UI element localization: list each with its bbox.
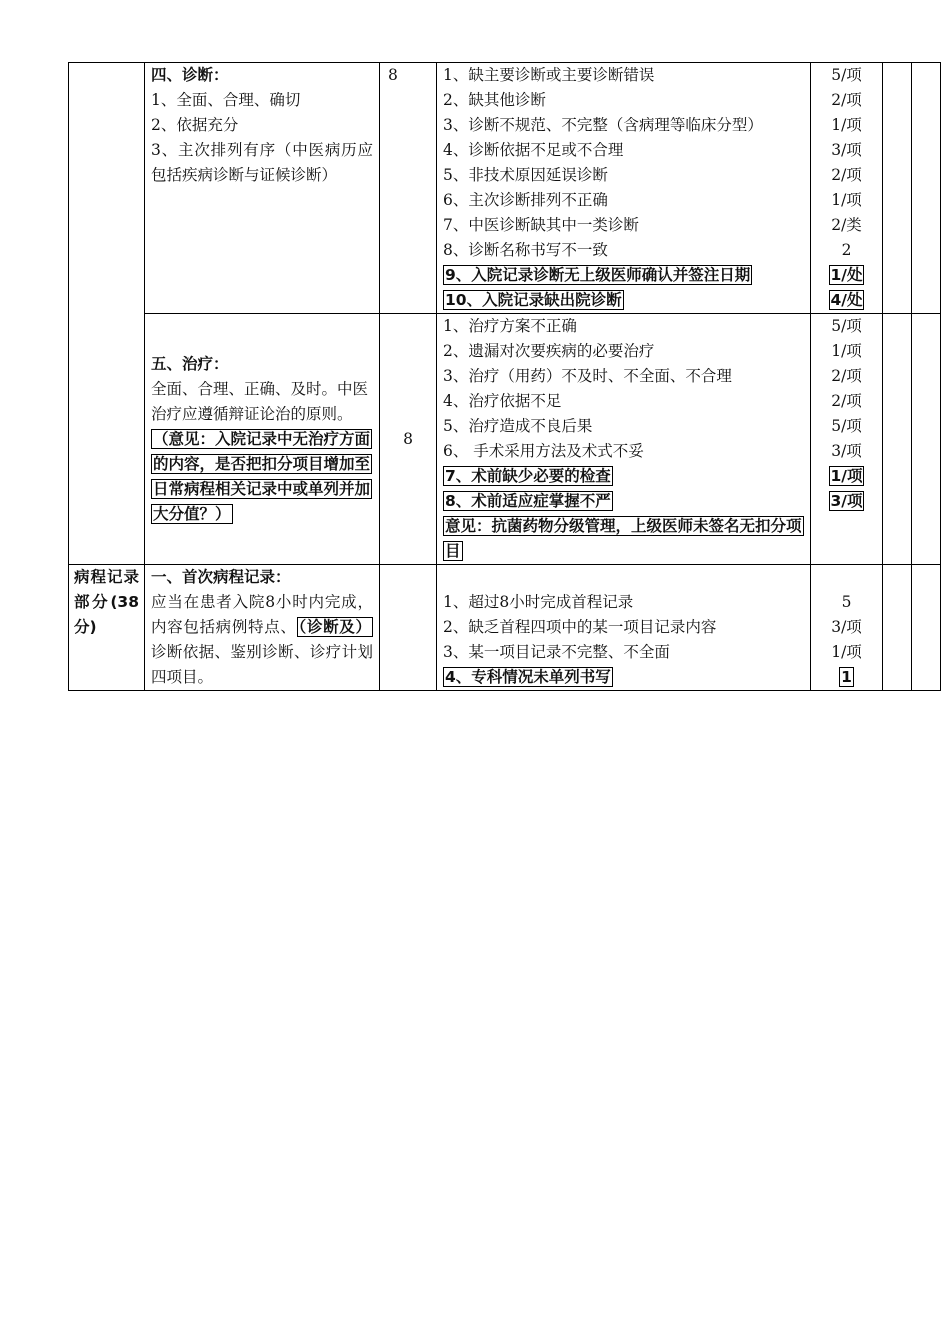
deduction-item: 1、治疗方案不正确: [443, 317, 577, 335]
blank-cell: [912, 63, 941, 314]
table-row-treatment: [69, 314, 941, 565]
standard-cell-diagnosis: [145, 63, 380, 314]
points-cell-course-record: [811, 565, 883, 691]
points-value-boxed: 4/处: [830, 291, 863, 309]
opinion-note-boxed: 意见：抗菌药物分级管理，上级医师未签名无扣分项目: [445, 517, 802, 560]
points-value: 5/项: [831, 317, 862, 335]
scoring-table: [68, 62, 941, 691]
deduction-item: 4、治疗依据不足: [443, 392, 562, 410]
standard-line: 3、主次排列有序（中医病历应包括疾病诊断与证候诊断）: [151, 141, 373, 184]
blank-cell: [883, 565, 912, 691]
points-value: 2/项: [831, 392, 862, 410]
points-cell-diagnosis: [811, 63, 883, 314]
points-value: 5: [841, 593, 852, 611]
points-value: 3/项: [831, 442, 862, 460]
deduction-item: 1、缺主要诊断或主要诊断错误: [443, 66, 655, 84]
deduction-item: 2、遗漏对次要疾病的必要治疗: [443, 342, 655, 360]
deduction-cell-diagnosis: [437, 63, 811, 314]
score-cell: [380, 565, 437, 691]
standard-cell-course-record: [145, 565, 380, 691]
deduction-item-boxed: 7、术前缺少必要的检查: [445, 467, 611, 485]
score-value: 8: [403, 429, 413, 448]
points-value: 5/项: [831, 66, 862, 84]
deduction-item: 2、缺其他诊断: [443, 91, 546, 109]
section-cell-course-record: [69, 565, 145, 691]
standard-cell-treatment: [145, 314, 380, 565]
deduction-item: 6、 手术采用方法及术式不妥: [443, 442, 644, 460]
score-cell: [380, 63, 437, 314]
points-value: 2/类: [831, 216, 862, 234]
deduction-item-boxed: 4、专科情况未单列书写: [445, 668, 611, 686]
blank-cell: [912, 565, 941, 691]
deduction-item-boxed: 8、术前适应症掌握不严: [445, 492, 611, 510]
points-value: 2/项: [831, 166, 862, 184]
points-value: 1/项: [831, 643, 862, 661]
deduction-item-boxed: 9、入院记录诊断无上级医师确认并签注日期: [445, 266, 751, 284]
deduction-item-boxed: 10、入院记录缺出院诊断: [445, 291, 622, 309]
deduction-cell-treatment: [437, 314, 811, 565]
points-value: 3/项: [831, 618, 862, 636]
deduction-item: 5、非技术原因延误诊断: [443, 166, 608, 184]
standard-note-boxed: （意见：入院记录中无治疗方面的内容，是否把扣分项目增加至日常病程相关记录中或单列并加大分值？）: [153, 429, 371, 523]
deduction-item: 2、缺乏首程四项中的某一项目记录内容: [443, 618, 717, 636]
points-value: 2/项: [831, 91, 862, 109]
score-value: 8: [388, 66, 398, 84]
deduction-item: 1、超过8小时完成首程记录: [443, 593, 634, 611]
points-value-boxed: 1: [841, 668, 852, 686]
points-value: 1/项: [831, 116, 862, 134]
deduction-item: 6、主次诊断排列不正确: [443, 191, 608, 209]
deduction-item: 5、治疗造成不良后果: [443, 417, 593, 435]
points-value-boxed: 1/处: [830, 266, 863, 284]
deduction-item: 4、诊断依据不足或不合理: [443, 141, 624, 159]
standard-title: 四、诊断：: [151, 66, 229, 84]
points-value: 5/项: [831, 417, 862, 435]
deduction-item: 3、治疗（用药）不及时、不全面、不合理: [443, 367, 732, 385]
standard-line: 2、依据充分: [151, 116, 239, 134]
blank-cell: [883, 314, 912, 565]
section-label: 病程记录部分(38分): [74, 568, 139, 636]
standard-text: 全面、合理、正确、及时。中医治疗应遵循辩证论治的原则。: [151, 379, 369, 423]
blank-cell: [883, 63, 912, 314]
standard-title: 五、治疗：: [151, 354, 229, 373]
points-value: 1/项: [831, 191, 862, 209]
points-value: 2/项: [831, 367, 862, 385]
points-value: 1/项: [831, 342, 862, 360]
table-row-diagnosis: [69, 63, 941, 314]
deduction-item: 3、诊断不规范、不完整（含病理等临床分型）: [443, 116, 763, 134]
points-value: 2: [841, 241, 852, 259]
standard-text: 诊断依据、鉴别诊断、诊疗计划四项目。: [151, 643, 373, 686]
blank-cell: [912, 314, 941, 565]
score-cell: [380, 314, 437, 565]
points-value-boxed: 1/项: [830, 467, 863, 485]
points-value-boxed: 3/项: [830, 492, 863, 510]
deduction-cell-course-record: [437, 565, 811, 691]
standard-text: 应当在患者入院8小时内完成，内容包括病例特点、: [151, 593, 373, 636]
section-cell-empty: [69, 63, 145, 565]
standard-boxed: （诊断及）: [298, 618, 371, 636]
deduction-item: 8、诊断名称书写不一致: [443, 241, 608, 259]
standard-line: 1、全面、合理、确切: [151, 91, 301, 109]
points-cell-treatment: [811, 314, 883, 565]
table-row-course-record: [69, 565, 941, 691]
deduction-item: 3、某一项目记录不完整、不全面: [443, 643, 670, 661]
standard-title: 一、首次病程记录：: [151, 568, 291, 586]
deduction-item: 7、中医诊断缺其中一类诊断: [443, 216, 639, 234]
points-value: 3/项: [831, 141, 862, 159]
